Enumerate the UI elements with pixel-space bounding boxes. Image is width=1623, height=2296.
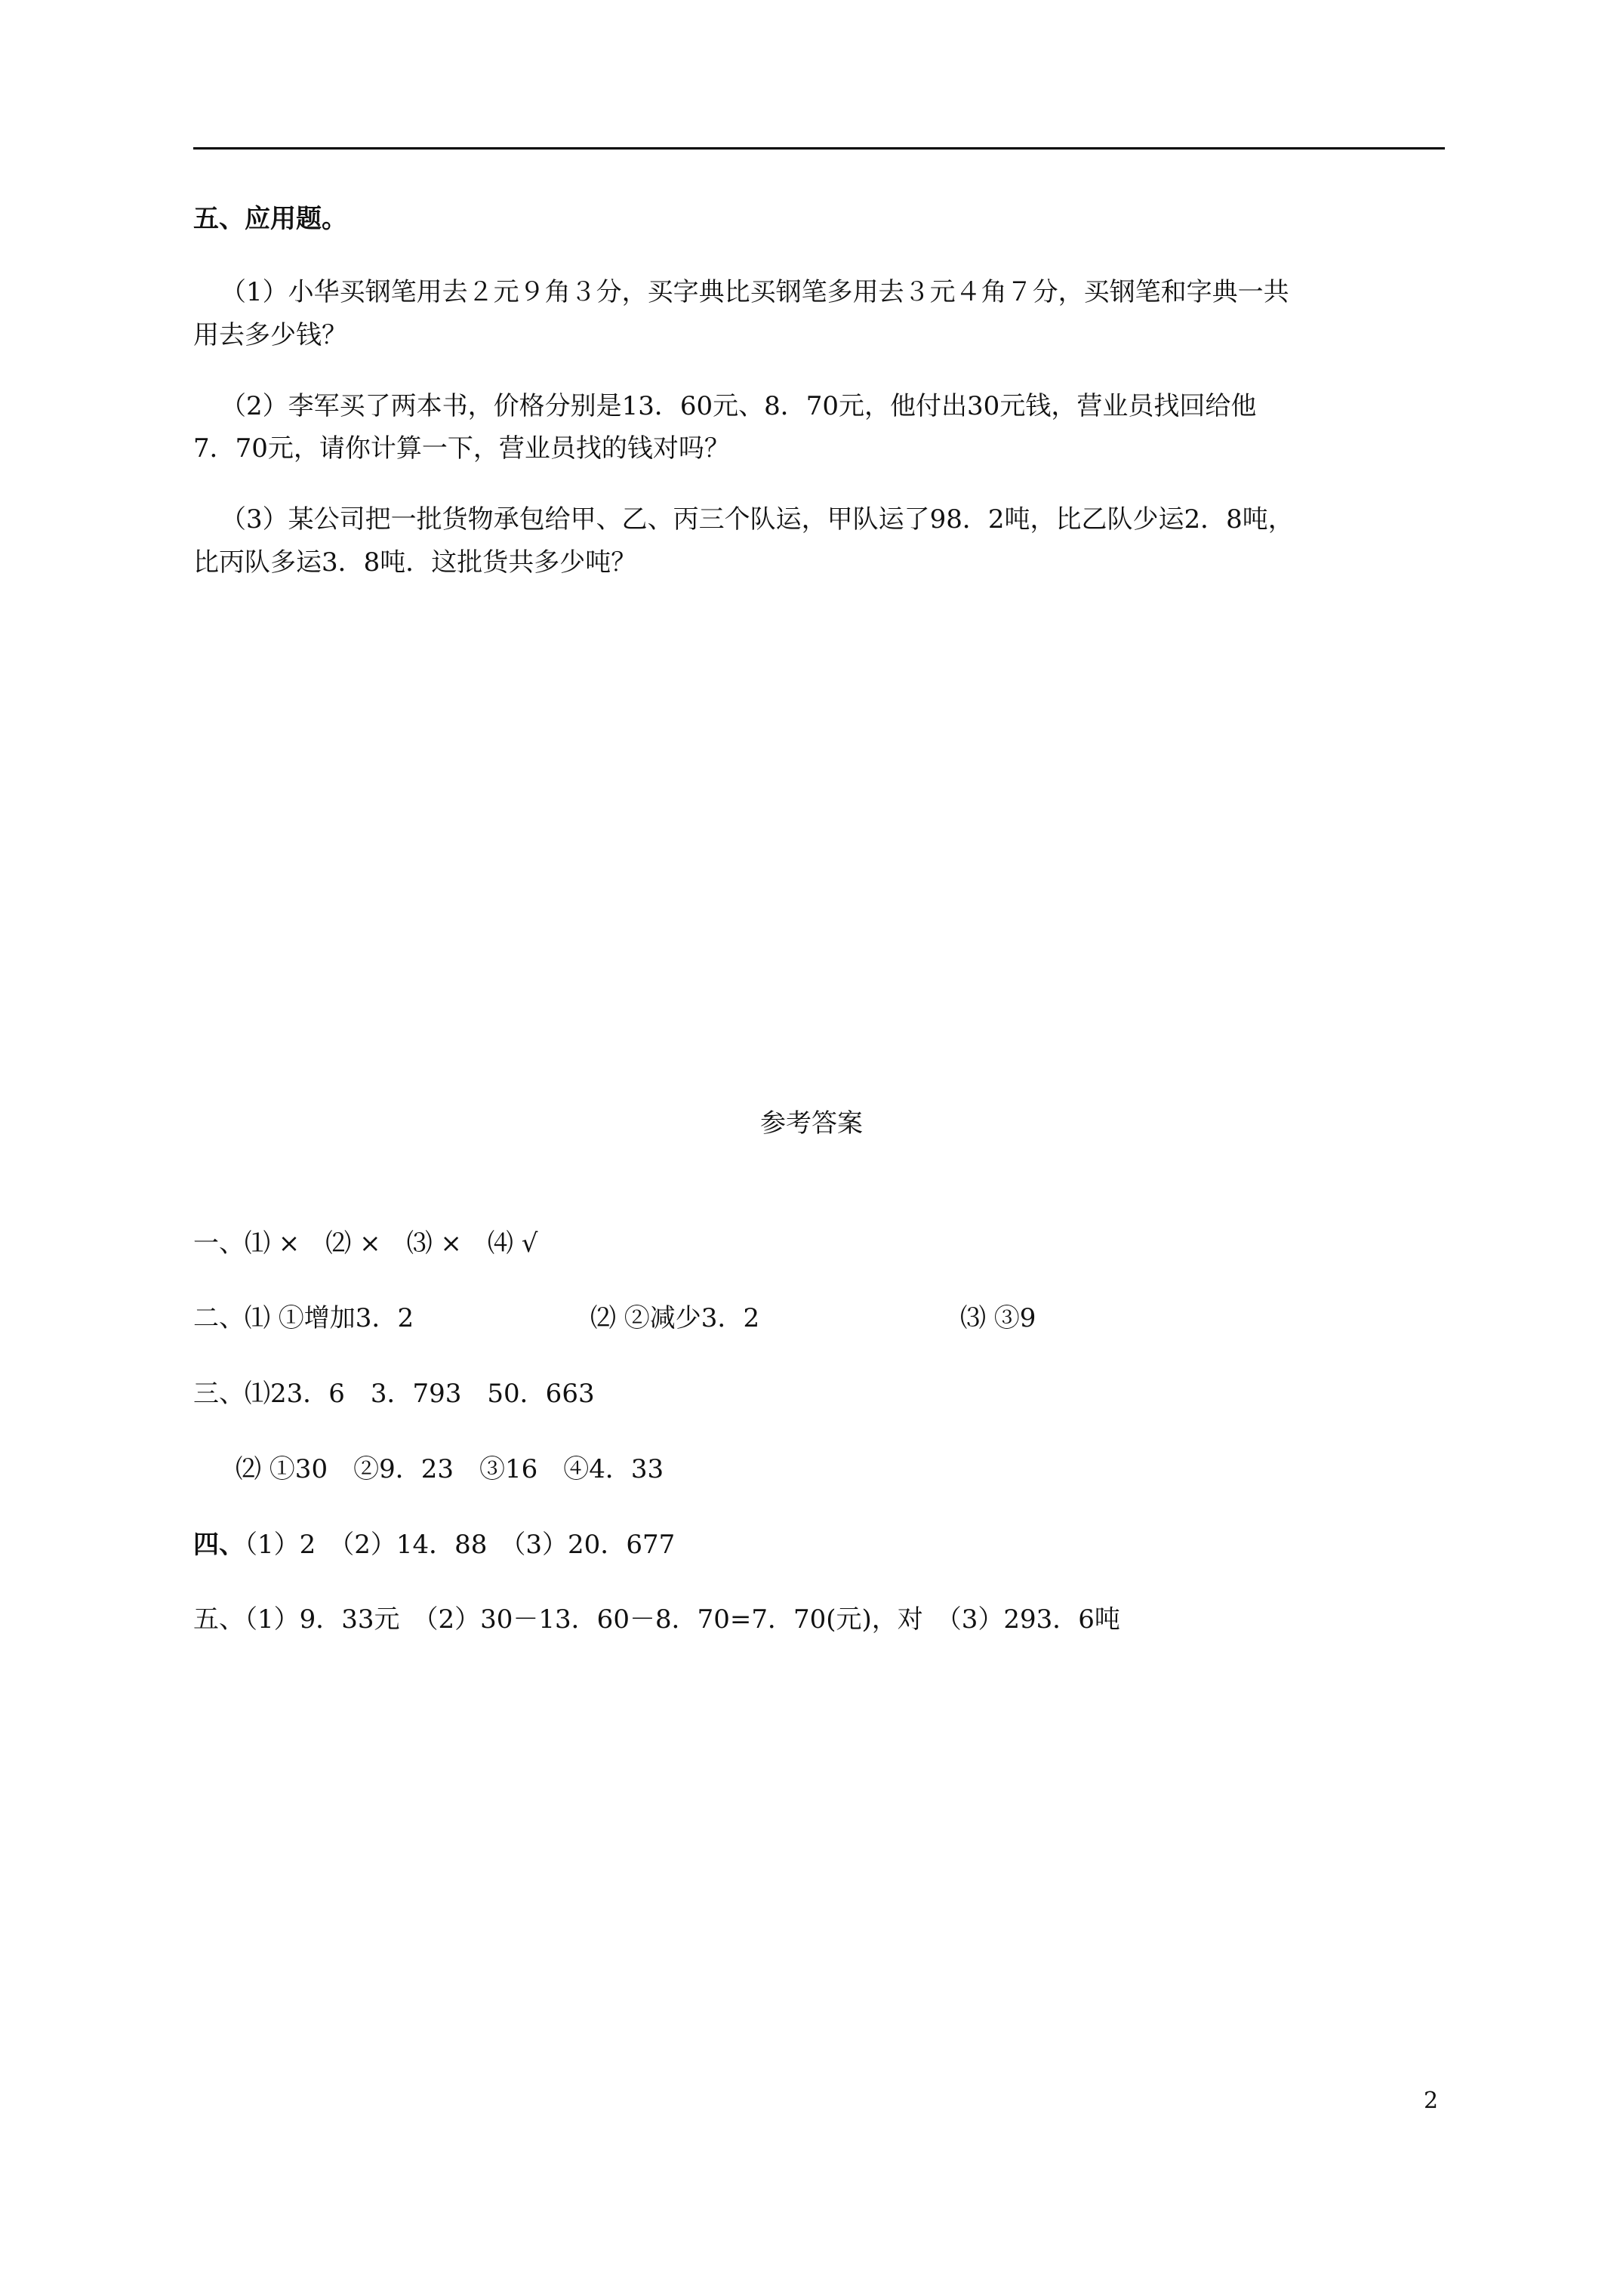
answer-2-part-1: 二、⑴ ①增加3．2 <box>193 1303 414 1333</box>
header-rule <box>193 147 1445 149</box>
question-3-line-1: （3）某公司把一批货物承包给甲、乙、丙三个队运，甲队运了98．2吨，比乙队少运2．8吨， <box>220 504 1294 535</box>
question-3-line-2: 比丙队多运3．8吨．这批货共多少吨？ <box>193 547 637 578</box>
answer-2-part-3: ⑶ ③9 <box>960 1303 1036 1333</box>
section-5-heading: 五、应用题。 <box>193 204 347 234</box>
question-2-line-2: 7．70元，请你计算一下，营业员找的钱对吗？ <box>193 433 730 464</box>
answer-4 <box>193 1530 675 1560</box>
question-1-line-1: （1）小华买钢笔用去２元９角３分，买字典比买钢笔多用去３元４角７分，买钢笔和字典一共 <box>220 277 1289 307</box>
answer-3-line-2: ⑵ ①30 ②9．23 ③16 ④4．33 <box>236 1454 664 1484</box>
answers-title: 参考答案 <box>760 1108 863 1139</box>
answer-4-prefix: 四、 <box>193 1530 245 1560</box>
answer-2-part-2: ⑵ ②减少3．2 <box>590 1303 760 1333</box>
question-1-line-2: 用去多少钱？ <box>193 320 347 350</box>
answer-1: 一、⑴ × ⑵ × ⑶ × ⑷ √ <box>193 1228 538 1259</box>
answer-5: 五、（1）9．33元 （2）30－13．60－8．70=7．70(元)，对 （3）293．6吨 <box>193 1604 1120 1635</box>
page-number: 2 <box>1424 2088 1439 2114</box>
answer-4-text: （1）2 （2）14．88 （3）20．677 <box>245 1530 676 1560</box>
answer-3-line-1: 三、⑴23．6 3．793 50．663 <box>193 1379 595 1409</box>
question-2-line-1: （2）李军买了两本书，价格分别是13．60元、8．70元，他付出30元钱，营业员找回给他 <box>220 391 1257 421</box>
